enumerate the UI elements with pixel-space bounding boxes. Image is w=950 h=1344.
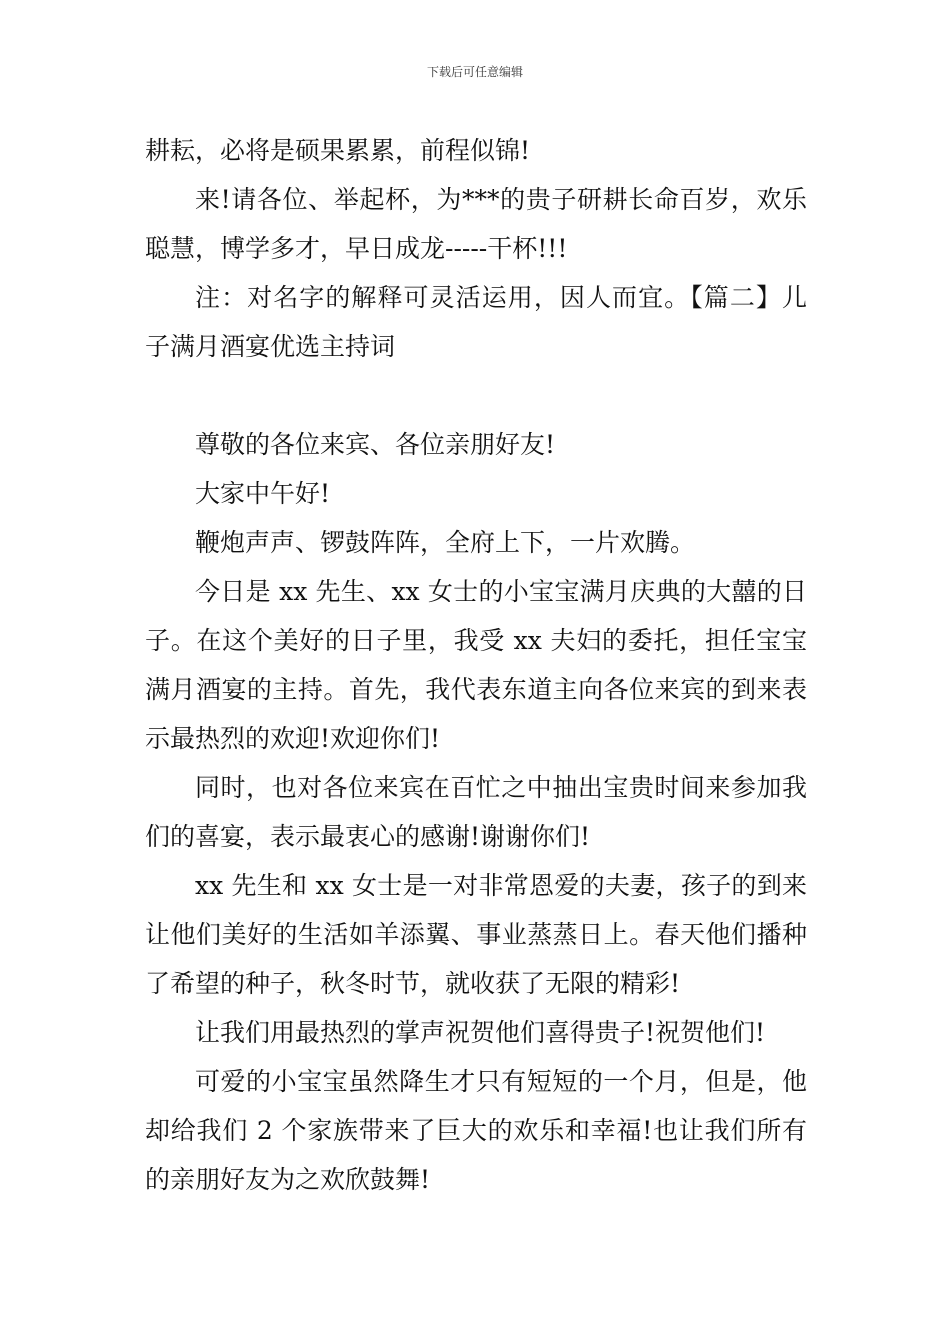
paragraph-5: 大家中午好! xyxy=(195,479,331,508)
paragraph-1: 耕耘，必将是硕果累累，前程似锦! xyxy=(145,136,531,165)
paragraph-4: 尊敬的各位来宾、各位亲朋好友! xyxy=(195,430,556,459)
paragraph-8: 同时，也对各位来宾在百忙之中抽出宝贵时间来参加我们的喜宴，表示最衷心的感谢!谢谢你们! xyxy=(145,773,807,851)
document-body xyxy=(145,126,807,1204)
paragraph-10: 让我们用最热烈的掌声祝贺他们喜得贵子!祝贺他们! xyxy=(195,1018,766,1047)
paragraph-7: 今日是 xx 先生、xx 女士的小宝宝满月庆典的大囍的日子。在这个美好的日子里，我受 xx 夫妇的委托，担任宝宝满月酒宴的主持。首先，我代表东道主向各位来宾的到来表示最热烈的欢迎!欢迎你们! xyxy=(145,577,807,753)
page-header: 下载后可任意编辑 xyxy=(426,65,523,79)
paragraph-spacer xyxy=(145,371,807,420)
paragraph-3: 注：对名字的解释可灵活运用，因人而宜。【篇二】儿子满月酒宴优选主持词 xyxy=(145,283,807,361)
paragraph-9: xx 先生和 xx 女士是一对非常恩爱的夫妻，孩子的到来让他们美好的生活如羊添翼、事业蒸蒸日上。春天他们播种了希望的种子，秋冬时节，就收获了无限的精彩! xyxy=(145,871,807,998)
paragraph-11: 可爱的小宝宝虽然降生才只有短短的一个月，但是，他却给我们 2 个家族带来了巨大的欢乐和幸福!也让我们所有的亲朋好友为之欢欣鼓舞! xyxy=(145,1067,807,1194)
paragraph-6: 鞭炮声声、锣鼓阵阵，全府上下，一片欢腾。 xyxy=(195,528,696,557)
paragraph-2: 来!请各位、举起杯，为***的贵子研耕长命百岁，欢乐聪慧，博学多才，早日成龙-----干杯!!! xyxy=(145,185,807,263)
